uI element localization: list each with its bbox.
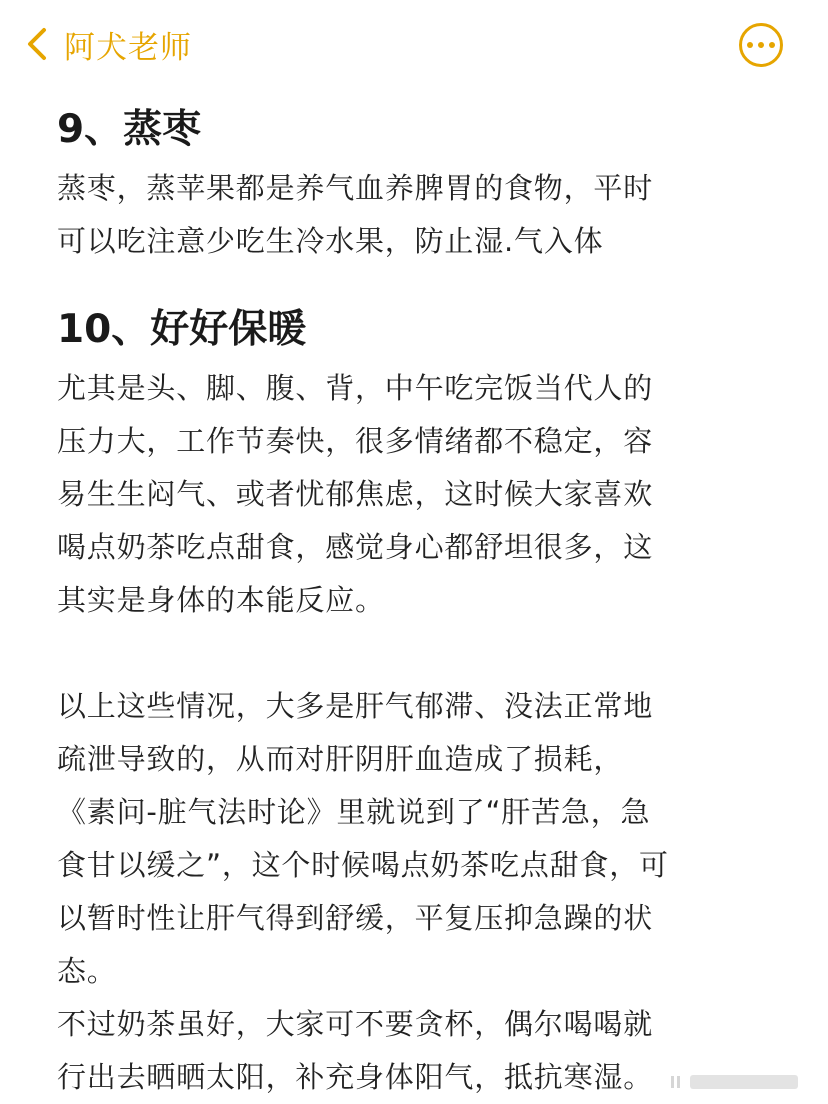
nav-title: 阿犬老师 — [64, 29, 192, 66]
watermark-text-blur — [690, 1075, 798, 1089]
paragraph-line: 态。 — [57, 954, 117, 988]
paragraph-line: 易生生闷气、或者忧郁焦虑，这时候大家喜欢 — [57, 477, 654, 511]
paragraph-line: 其实是身体的本能反应。 — [57, 583, 385, 617]
section-heading: 9、蒸枣 — [57, 107, 202, 152]
paragraph-line: 可以吃注意少吃生冷水果，防止湿.气入体 — [57, 224, 604, 258]
more-dot-icon — [758, 42, 764, 48]
more-dot-icon — [769, 42, 775, 48]
article-body — [57, 98, 787, 1104]
paragraph-line: 疏泄导致的，从而对肝阴肝血造成了损耗， — [57, 742, 624, 776]
back-button[interactable] — [24, 22, 192, 66]
more-options-button[interactable] — [739, 23, 783, 67]
paragraph-line: 以上这些情况，大多是肝气郁滞、没法正常地 — [57, 689, 654, 723]
watermark — [668, 1072, 798, 1092]
paragraph-line: 以暂时性让肝气得到舒缓，平复压抑急躁的状 — [57, 901, 654, 935]
paragraph-line: 食甘以缓之”，这个时候喝点奶茶吃点甜食，可 — [57, 848, 669, 882]
section-heading: 10、好好保暖 — [57, 307, 307, 352]
paragraph-line: 压力大，工作节奏快，很多情绪都不稳定，容 — [57, 424, 654, 458]
paragraph-line: 尤其是头、脚、腹、背，中午吃完饭当代人的 — [57, 371, 654, 405]
paragraph-line: 《素问-脏气法时论》里就说到了“肝苦急，急 — [57, 795, 651, 829]
paragraph-line: 行出去晒晒太阳，补充身体阳气，抵抗寒湿。 — [57, 1060, 654, 1094]
nav-bar — [0, 0, 828, 90]
watermark-logo-icon — [668, 1073, 686, 1091]
more-dot-icon — [747, 42, 753, 48]
chevron-left-icon — [24, 27, 50, 61]
paragraph-line: 不过奶茶虽好，大家可不要贪杯，偶尔喝喝就 — [57, 1007, 654, 1041]
paragraph-line: 蒸枣，蒸苹果都是养气血养脾胃的食物，平时 — [57, 171, 654, 205]
paragraph-line: 喝点奶茶吃点甜食，感觉身心都舒坦很多，这 — [57, 530, 654, 564]
